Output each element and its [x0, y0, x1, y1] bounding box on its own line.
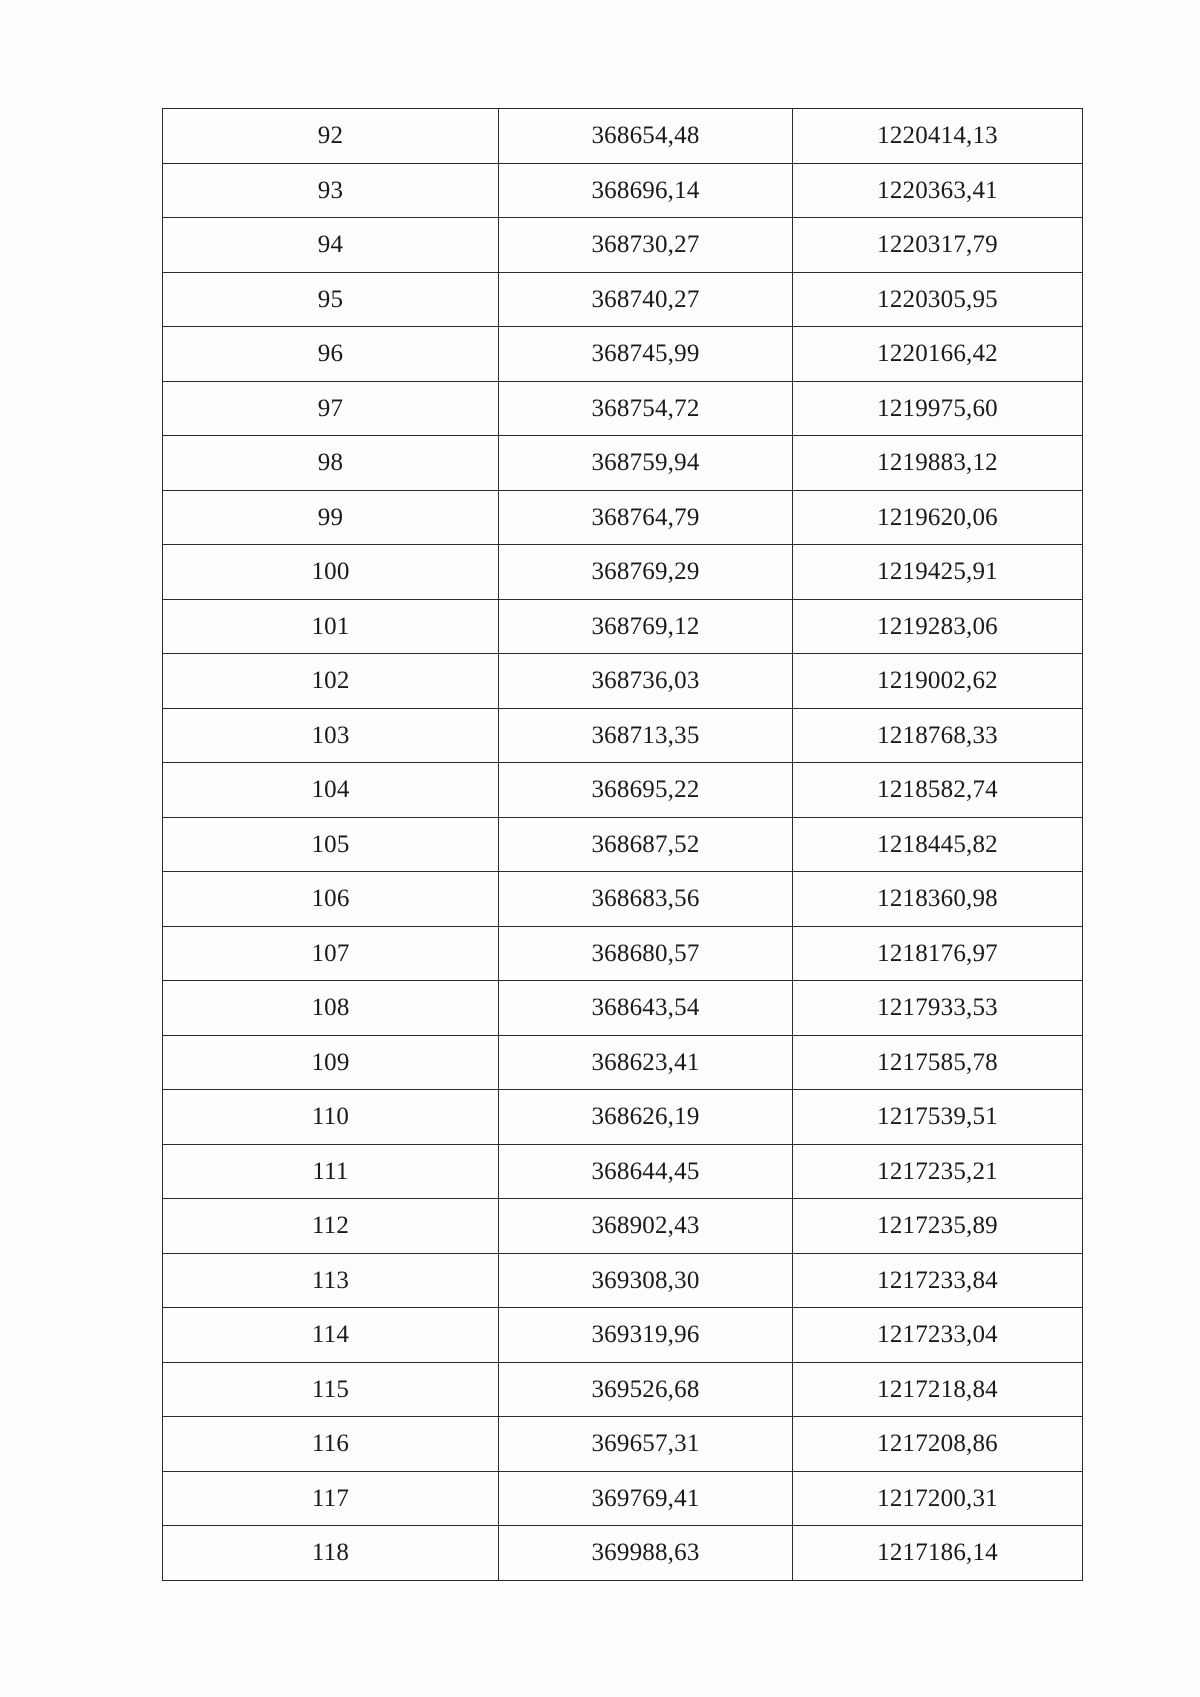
point-number-cell: 94 — [163, 218, 499, 273]
y-coordinate-cell: 1217539,51 — [793, 1090, 1083, 1145]
x-coordinate-cell: 368769,12 — [499, 599, 793, 654]
y-coordinate-cell: 1219002,62 — [793, 654, 1083, 709]
y-coordinate-cell: 1217933,53 — [793, 981, 1083, 1036]
point-number-cell: 115 — [163, 1362, 499, 1417]
point-number-cell: 103 — [163, 708, 499, 763]
point-number-cell: 114 — [163, 1308, 499, 1363]
table-row — [163, 817, 1083, 872]
table-row — [163, 545, 1083, 600]
x-coordinate-cell: 368745,99 — [499, 327, 793, 382]
table-row — [163, 654, 1083, 709]
point-number-cell: 101 — [163, 599, 499, 654]
table-row — [163, 872, 1083, 927]
point-number-cell: 116 — [163, 1417, 499, 1472]
y-coordinate-cell: 1220166,42 — [793, 327, 1083, 382]
x-coordinate-cell: 368683,56 — [499, 872, 793, 927]
x-coordinate-cell: 368736,03 — [499, 654, 793, 709]
y-coordinate-cell: 1218445,82 — [793, 817, 1083, 872]
x-coordinate-cell: 368623,41 — [499, 1035, 793, 1090]
point-number-cell: 118 — [163, 1526, 499, 1581]
x-coordinate-cell: 368730,27 — [499, 218, 793, 273]
table-row — [163, 1362, 1083, 1417]
x-coordinate-cell: 368902,43 — [499, 1199, 793, 1254]
x-coordinate-cell: 369308,30 — [499, 1253, 793, 1308]
x-coordinate-cell: 368740,27 — [499, 272, 793, 327]
y-coordinate-cell: 1217218,84 — [793, 1362, 1083, 1417]
x-coordinate-cell: 368626,19 — [499, 1090, 793, 1145]
table-row — [163, 1417, 1083, 1472]
table-row — [163, 109, 1083, 164]
table-row — [163, 981, 1083, 1036]
table-row — [163, 1144, 1083, 1199]
x-coordinate-cell: 368695,22 — [499, 763, 793, 818]
point-number-cell: 97 — [163, 381, 499, 436]
y-coordinate-cell: 1219883,12 — [793, 436, 1083, 491]
point-number-cell: 113 — [163, 1253, 499, 1308]
x-coordinate-cell: 369769,41 — [499, 1471, 793, 1526]
x-coordinate-cell: 368754,72 — [499, 381, 793, 436]
y-coordinate-cell: 1217233,04 — [793, 1308, 1083, 1363]
table-row — [163, 490, 1083, 545]
y-coordinate-cell: 1220363,41 — [793, 163, 1083, 218]
table-row — [163, 599, 1083, 654]
x-coordinate-cell: 368687,52 — [499, 817, 793, 872]
y-coordinate-cell: 1217235,89 — [793, 1199, 1083, 1254]
table-body — [163, 109, 1083, 1581]
y-coordinate-cell: 1218768,33 — [793, 708, 1083, 763]
table-row — [163, 1471, 1083, 1526]
point-number-cell: 93 — [163, 163, 499, 218]
x-coordinate-cell: 368643,54 — [499, 981, 793, 1036]
point-number-cell: 99 — [163, 490, 499, 545]
y-coordinate-cell: 1219620,06 — [793, 490, 1083, 545]
point-number-cell: 100 — [163, 545, 499, 600]
point-number-cell: 111 — [163, 1144, 499, 1199]
y-coordinate-cell: 1217186,14 — [793, 1526, 1083, 1581]
table-row — [163, 272, 1083, 327]
x-coordinate-cell: 369526,68 — [499, 1362, 793, 1417]
coordinates-table — [162, 108, 1083, 1581]
table-row — [163, 381, 1083, 436]
y-coordinate-cell: 1218176,97 — [793, 926, 1083, 981]
x-coordinate-cell: 368713,35 — [499, 708, 793, 763]
table-row — [163, 436, 1083, 491]
point-number-cell: 108 — [163, 981, 499, 1036]
point-number-cell: 104 — [163, 763, 499, 818]
point-number-cell: 92 — [163, 109, 499, 164]
x-coordinate-cell: 368644,45 — [499, 1144, 793, 1199]
x-coordinate-cell: 368680,57 — [499, 926, 793, 981]
x-coordinate-cell: 369988,63 — [499, 1526, 793, 1581]
y-coordinate-cell: 1217208,86 — [793, 1417, 1083, 1472]
point-number-cell: 107 — [163, 926, 499, 981]
table-row — [163, 1199, 1083, 1254]
point-number-cell: 96 — [163, 327, 499, 382]
table-row — [163, 708, 1083, 763]
point-number-cell: 105 — [163, 817, 499, 872]
point-number-cell: 106 — [163, 872, 499, 927]
point-number-cell: 102 — [163, 654, 499, 709]
x-coordinate-cell: 368654,48 — [499, 109, 793, 164]
y-coordinate-cell: 1220414,13 — [793, 109, 1083, 164]
point-number-cell: 117 — [163, 1471, 499, 1526]
x-coordinate-cell: 368769,29 — [499, 545, 793, 600]
table-row — [163, 1526, 1083, 1581]
y-coordinate-cell: 1219975,60 — [793, 381, 1083, 436]
y-coordinate-cell: 1218582,74 — [793, 763, 1083, 818]
table-row — [163, 1253, 1083, 1308]
point-number-cell: 112 — [163, 1199, 499, 1254]
y-coordinate-cell: 1217585,78 — [793, 1035, 1083, 1090]
y-coordinate-cell: 1219283,06 — [793, 599, 1083, 654]
table-row — [163, 1035, 1083, 1090]
table-row — [163, 218, 1083, 273]
x-coordinate-cell: 369657,31 — [499, 1417, 793, 1472]
x-coordinate-cell: 368759,94 — [499, 436, 793, 491]
point-number-cell: 110 — [163, 1090, 499, 1145]
table-row — [163, 327, 1083, 382]
table-row — [163, 163, 1083, 218]
table-row — [163, 1308, 1083, 1363]
table-row — [163, 763, 1083, 818]
y-coordinate-cell: 1219425,91 — [793, 545, 1083, 600]
point-number-cell: 109 — [163, 1035, 499, 1090]
table-row — [163, 1090, 1083, 1145]
y-coordinate-cell: 1220305,95 — [793, 272, 1083, 327]
y-coordinate-cell: 1217233,84 — [793, 1253, 1083, 1308]
y-coordinate-cell: 1217235,21 — [793, 1144, 1083, 1199]
y-coordinate-cell: 1218360,98 — [793, 872, 1083, 927]
point-number-cell: 98 — [163, 436, 499, 491]
x-coordinate-cell: 368764,79 — [499, 490, 793, 545]
point-number-cell: 95 — [163, 272, 499, 327]
x-coordinate-cell: 369319,96 — [499, 1308, 793, 1363]
y-coordinate-cell: 1217200,31 — [793, 1471, 1083, 1526]
x-coordinate-cell: 368696,14 — [499, 163, 793, 218]
table-row — [163, 926, 1083, 981]
y-coordinate-cell: 1220317,79 — [793, 218, 1083, 273]
